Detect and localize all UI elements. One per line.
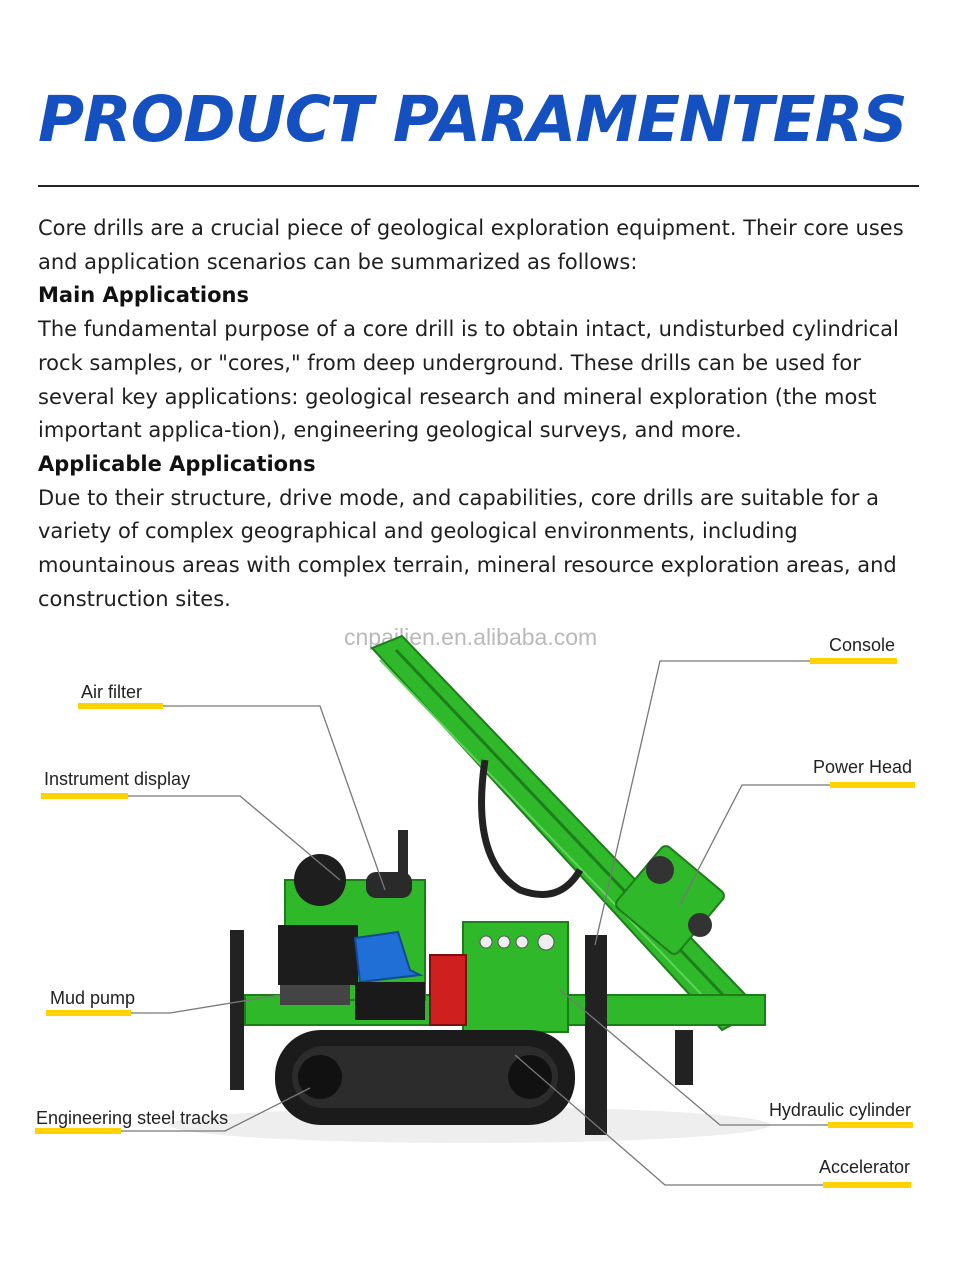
section-text-main: The fundamental purpose of a core drill is to obtain intact, undisturbed cylindrical rock samples, or "cores," from deep underground. These drills can be used for several key applications: geological research and mineral exploration (the most important applica-tion), engineering geological surveys, and more. xyxy=(38,317,899,443)
watermark-text: cnpailien.en.alibaba.com xyxy=(344,624,598,650)
label-accelerator xyxy=(819,1157,911,1188)
section-heading-main: Main Applications xyxy=(38,283,249,308)
svg-text:Console: Console xyxy=(828,635,895,655)
svg-text:Hydraulic cylinder: Hydraulic cylinder xyxy=(768,1100,911,1120)
label-mud-pump xyxy=(46,988,135,1016)
label-power-head xyxy=(813,757,915,788)
label-console xyxy=(810,635,897,664)
svg-text:Power Head: Power Head xyxy=(812,757,912,777)
label-hydraulic-cylinder xyxy=(769,1100,913,1128)
core-drill-machine xyxy=(170,636,770,1143)
title-divider xyxy=(38,185,919,187)
svg-text:Accelerator: Accelerator xyxy=(818,1157,910,1177)
page-title: PRODUCT PARAMENTERS xyxy=(38,83,907,156)
label-instrument-display xyxy=(41,769,190,799)
svg-text:Engineering steel tracks: Engineering steel tracks xyxy=(36,1108,229,1128)
svg-text:Instrument display: Instrument display xyxy=(44,769,191,789)
svg-text:Air filter: Air filter xyxy=(81,682,143,702)
drill-diagram xyxy=(0,600,960,1220)
svg-text:Mud pump: Mud pump xyxy=(50,988,136,1008)
section-text-applicable: Due to their structure, drive mode, and capabilities, core drills are suitable for a variety of complex geographical and geological environments, including mountainous areas with complex terrain, mineral resource exploration areas, and construction sites. xyxy=(38,485,897,611)
label-air-filter xyxy=(78,682,163,709)
description xyxy=(38,212,922,616)
intro-paragraph: Core drills are a crucial piece of geological exploration equipment. Their core uses and application scenarios can be summarized as follows: xyxy=(38,216,904,274)
section-heading-applicable: Applicable Applications xyxy=(38,451,316,476)
